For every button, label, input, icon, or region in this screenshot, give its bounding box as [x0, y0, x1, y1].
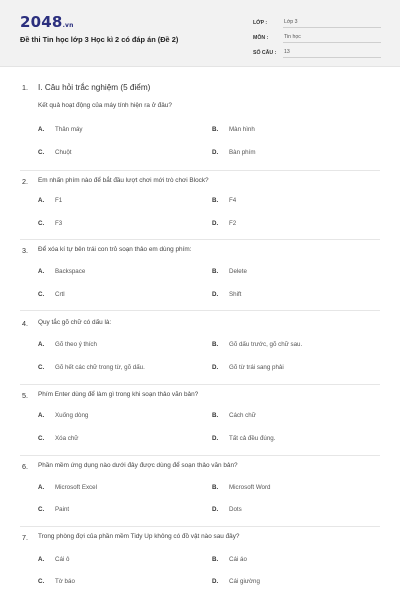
option-text: Cái giường — [229, 578, 260, 585]
question-text: Quy tắc gõ chữ có dấu là: — [38, 319, 112, 326]
option-a[interactable] — [38, 556, 69, 563]
question-number: 4. — [22, 319, 28, 328]
option-text: Chuột — [55, 149, 72, 156]
option-d[interactable] — [212, 435, 275, 442]
meta-label: LỚP : — [253, 20, 268, 26]
option-letter: A. — [38, 126, 45, 133]
option-letter: A. — [38, 556, 45, 563]
option-letter: B. — [212, 341, 219, 348]
question-text: Để xóa kí tự bên trái con trỏ soạn thảo em dùng phím: — [38, 246, 192, 253]
option-letter: A. — [38, 268, 45, 275]
option-text: Microsoft Word — [229, 484, 271, 491]
option-text: Cách chữ — [229, 412, 256, 419]
option-b[interactable] — [212, 412, 256, 419]
question-text — [38, 102, 172, 109]
option-letter: C. — [38, 435, 45, 442]
option-text: F3 — [55, 220, 63, 227]
option-text: Delete — [229, 268, 247, 275]
option-text: Dots — [229, 506, 242, 513]
question-text-content: Kết quả hoạt động của máy tính hiện ra ở đâu? — [38, 102, 172, 109]
option-letter: D. — [212, 291, 219, 298]
option-letter: D. — [212, 506, 219, 513]
option-d[interactable] — [212, 149, 255, 156]
meta-row-subject — [253, 31, 381, 43]
option-text: Xóa chữ — [55, 435, 79, 442]
meta-row-class — [253, 16, 381, 28]
document-meta — [253, 16, 381, 61]
divider — [20, 455, 380, 456]
option-letter: B. — [212, 484, 219, 491]
document-title: Đề thi Tin học lớp 3 Học kì 2 có đáp án (Đề 2) — [20, 35, 179, 44]
option-letter: A. — [38, 341, 45, 348]
site-logo[interactable] — [20, 13, 74, 31]
option-d[interactable] — [212, 291, 241, 298]
option-letter: D. — [212, 435, 219, 442]
option-letter: B. — [212, 268, 219, 275]
option-c[interactable] — [38, 364, 145, 371]
option-text: F1 — [55, 197, 63, 204]
option-text: Cái áo — [229, 556, 247, 563]
option-letter: A. — [38, 197, 45, 204]
divider — [20, 239, 380, 240]
option-letter: C. — [38, 364, 45, 371]
option-text: Backspace — [55, 268, 86, 275]
option-text: Microsoft Excel — [55, 484, 97, 491]
option-letter: C. — [38, 220, 45, 227]
option-a[interactable] — [38, 412, 88, 419]
option-a[interactable] — [38, 268, 85, 275]
question-heading — [22, 391, 198, 400]
option-d[interactable] — [212, 506, 242, 513]
option-letter: C. — [38, 291, 45, 298]
option-text: F2 — [229, 220, 237, 227]
option-a[interactable] — [38, 484, 97, 491]
option-text: Crtl — [55, 291, 65, 298]
option-letter: D. — [212, 578, 219, 585]
question-heading — [22, 319, 111, 328]
option-text: Paint — [55, 506, 70, 513]
option-b[interactable] — [212, 197, 236, 204]
question-text: Phím Enter dùng để làm gì trong khi soạn thảo văn bản? — [38, 391, 199, 398]
document-header — [0, 0, 400, 67]
section-title: I. Câu hỏi trắc nghiệm (5 điểm) — [38, 83, 151, 92]
option-text: Gõ theo ý thích — [55, 341, 97, 348]
question-heading — [22, 177, 209, 186]
option-c[interactable] — [38, 220, 62, 227]
option-c[interactable] — [38, 578, 75, 585]
option-a[interactable] — [38, 341, 97, 348]
option-letter: B. — [212, 126, 219, 133]
option-text: Cái ô — [55, 556, 70, 563]
question-number: 2. — [22, 177, 28, 186]
question-heading — [22, 246, 191, 255]
option-text: Tất cả đều đúng. — [229, 435, 276, 442]
meta-value: Tin học — [283, 34, 381, 43]
option-a[interactable] — [38, 197, 62, 204]
option-letter: C. — [38, 578, 45, 585]
option-b[interactable] — [212, 268, 247, 275]
meta-row-count — [253, 46, 381, 58]
question-number: 6. — [22, 462, 28, 471]
option-text: Gõ từ trái sang phải — [229, 364, 284, 371]
divider — [20, 310, 380, 311]
question-text: Phần mềm ứng dụng nào dưới đây được dùng để soạn thảo văn bản? — [38, 462, 238, 469]
option-letter: D. — [212, 364, 219, 371]
question-number: 1. — [22, 83, 28, 92]
option-c[interactable] — [38, 291, 65, 298]
option-text: Shift — [229, 291, 242, 298]
question-text: Trong phòng đợi của phần mềm Tidy Up không có đồ vật nào sau đây? — [38, 533, 240, 540]
option-text: Gõ hết các chữ trong từ, gõ dấu. — [55, 364, 145, 371]
option-b[interactable] — [212, 484, 271, 491]
option-letter: A. — [38, 412, 45, 419]
option-letter: B. — [212, 556, 219, 563]
option-d[interactable] — [212, 364, 284, 371]
divider — [20, 526, 380, 527]
option-letter: A. — [38, 484, 45, 491]
option-d[interactable] — [212, 220, 236, 227]
question-heading — [22, 83, 150, 92]
question-heading — [22, 533, 239, 542]
option-letter: D. — [212, 149, 219, 156]
option-text: Thân máy — [55, 126, 83, 133]
meta-label: SỐ CÂU : — [253, 50, 277, 56]
meta-value: 13 — [283, 49, 381, 58]
question-number: 3. — [22, 246, 28, 255]
option-text: F4 — [229, 197, 237, 204]
option-text: Gõ dấu trước, gõ chữ sau. — [229, 341, 303, 348]
option-text: Màn hình — [229, 126, 255, 133]
option-b[interactable] — [212, 556, 247, 563]
option-text: Tờ báo — [55, 578, 75, 585]
question-heading — [22, 462, 238, 471]
option-c[interactable] — [38, 435, 78, 442]
option-b[interactable] — [212, 341, 302, 348]
divider — [20, 170, 380, 171]
question-number: 5. — [22, 391, 28, 400]
question-number: 7. — [22, 533, 28, 542]
meta-value: Lớp 3 — [283, 19, 381, 28]
logo-text: 2048 — [20, 13, 63, 31]
logo-suffix: .vn — [62, 22, 74, 29]
option-letter: C. — [38, 506, 45, 513]
option-letter: D. — [212, 220, 219, 227]
option-letter: C. — [38, 149, 45, 156]
option-d[interactable] — [212, 578, 260, 585]
option-c[interactable] — [38, 149, 72, 156]
option-text: Bàn phím — [229, 149, 256, 156]
option-letter: B. — [212, 412, 219, 419]
option-b[interactable] — [212, 126, 255, 133]
option-letter: B. — [212, 197, 219, 204]
question-text: Em nhấn phím nào để bắt đầu lượt chơi mới trò chơi Block? — [38, 177, 209, 184]
option-c[interactable] — [38, 506, 69, 513]
option-a[interactable] — [38, 126, 83, 133]
divider — [20, 384, 380, 385]
option-text: Xuống dòng — [55, 412, 89, 419]
meta-label: MÔN : — [253, 35, 269, 41]
